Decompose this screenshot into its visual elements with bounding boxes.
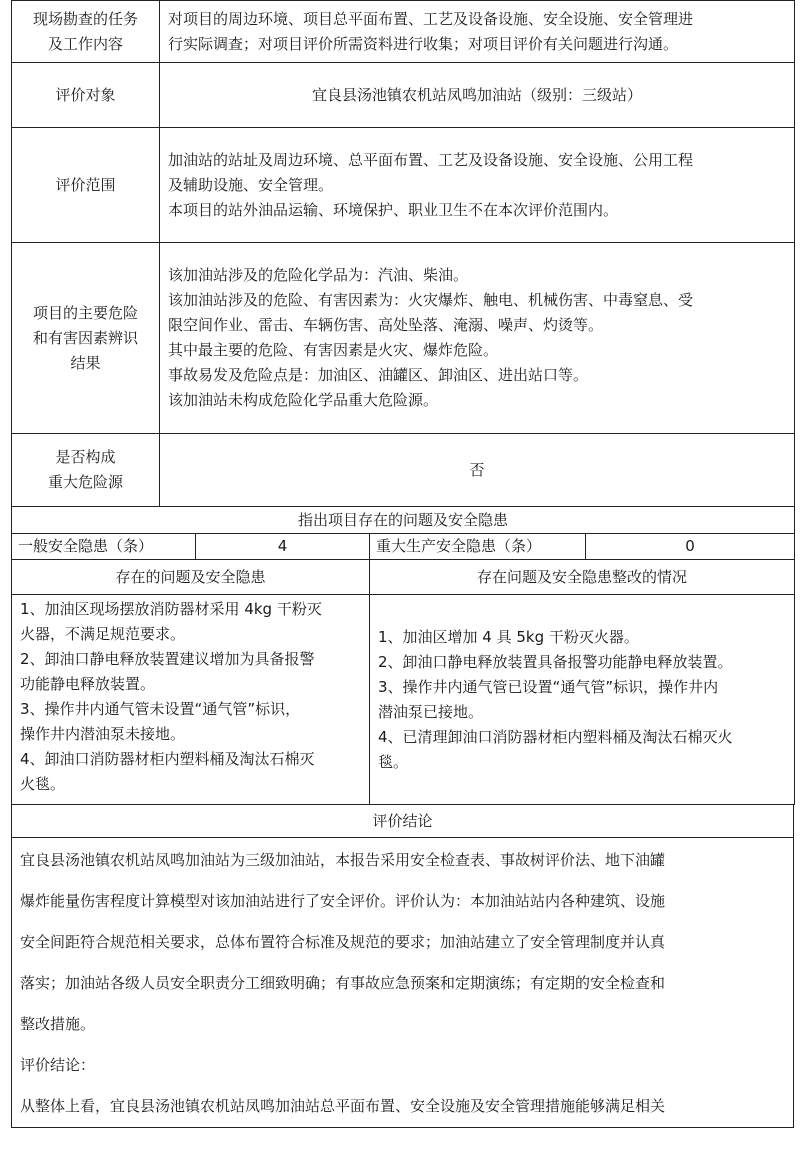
major-hazard-row [12, 434, 795, 507]
major-hazard-value: 否 [160, 434, 795, 507]
evaluation-info-table [11, 0, 795, 507]
conclusion-last-line: 从整体上看，宜良县汤池镇农机站凤鸣加油站总平面布置、安全设施及安全管理措施能够满足相关 [20, 1097, 666, 1115]
conclusion-line: 爆炸能量伤害程度计算模型对该加油站进行了安全评价。评价认为：本加油站站内各种建筑、设施 [20, 892, 666, 910]
general-hazard-count: 4 [196, 534, 370, 560]
object-label: 评价对象 [12, 63, 160, 128]
object-row [12, 63, 795, 128]
issues-header-row [12, 507, 795, 534]
issues-detail-row [12, 595, 795, 805]
issues-header: 指出项目存在的问题及安全隐患 [12, 507, 795, 534]
scope-row [12, 128, 795, 243]
hazards-label: 项目的主要危险 和有害因素辨识 结果 [12, 243, 160, 434]
issues-table [11, 506, 795, 560]
object-value: 宜良县汤池镇农机站凤鸣加油站（级别：三级站） [160, 63, 795, 128]
issues-column-header-row [12, 560, 795, 595]
scope-content: 加油站的站址及周边环境、总平面布置、工艺及设备设施、安全设施、公用工程 及辅助设施、安全管理。 本项目的站外油品运输、环境保护、职业卫生不在本次评价范围内。 [160, 128, 795, 243]
issues-column-left-header: 存在的问题及安全隐患 [12, 560, 370, 595]
conclusion-sub-label: 评价结论： [20, 1056, 96, 1074]
issues-column-right-header: 存在问题及安全隐患整改的情况 [370, 560, 795, 595]
issues-count-row [12, 534, 795, 560]
conclusion-line: 整改措施。 [20, 1015, 96, 1033]
conclusion-table [11, 804, 794, 1128]
conclusion-body-row [12, 838, 794, 1128]
scope-label: 评价范围 [12, 128, 160, 243]
task-row [12, 1, 795, 63]
conclusion-header-row [12, 805, 794, 838]
report-page [11, 0, 794, 1128]
major-production-hazard-count: 0 [586, 534, 795, 560]
hazards-content: 该加油站涉及的危险化学品为：汽油、柴油。 该加油站涉及的危险、有害因素为：火灾爆炸、触电、机械伤害、中毒窒息、受 限空间作业、雷击、车辆伤害、高处坠落、淹溺、噪声、灼烫等。 其中最主要的危险、有害因素是火灾、爆炸危险。 事故易发及危险点是：加油区、油罐区、卸油区、进出站口等。 该加油站未构成危险化学品重大危险源。 [160, 243, 795, 434]
major-production-hazard-label: 重大生产安全隐患（条） [370, 534, 586, 560]
conclusion-body [12, 838, 794, 1128]
major-hazard-label: 是否构成 重大危险源 [12, 434, 160, 507]
rectification-list: 1、加油区增加 4 具 5kg 干粉灭火器。 2、卸油口静电释放装置具备报警功能静电释放装置。 3、操作井内通气管已设置“通气管”标识，操作井内 潜油泵已接地。 4、已清理卸油口消防器材柜内塑料桶及淘汰石棉灭火 毯。 [370, 595, 795, 805]
general-hazard-label: 一般安全隐患（条） [12, 534, 196, 560]
issues-list: 1、加油区现场摆放消防器材采用 4kg 干粉灭 火器，不满足规范要求。 2、卸油口静电释放装置建议增加为具备报警 功能静电释放装置。 3、操作井内通气管未设置“通气管”标识， 操作井内潜油泵未接地。 4、卸油口消防器材柜内塑料桶及淘汰石棉灭 火毯。 [12, 595, 370, 805]
conclusion-header: 评价结论 [12, 805, 794, 838]
conclusion-line: 宜良县汤池镇农机站凤鸣加油站为三级加油站，本报告采用安全检查表、事故树评价法、地下油罐 [20, 851, 666, 869]
conclusion-line: 落实；加油站各级人员安全职责分工细致明确；有事故应急预案和定期演练；有定期的安全检查和 [20, 974, 666, 992]
issues-detail-table [11, 559, 795, 805]
hazards-row [12, 243, 795, 434]
conclusion-line: 安全间距符合规范相关要求，总体布置符合标准及规范的要求；加油站建立了安全管理制度并认真 [20, 933, 666, 951]
task-label: 现场勘查的任务 及工作内容 [12, 1, 160, 63]
task-content: 对项目的周边环境、项目总平面布置、工艺及设备设施、安全设施、安全管理进 行实际调查；对项目评价所需资料进行收集；对项目评价有关问题进行沟通。 [160, 1, 795, 63]
